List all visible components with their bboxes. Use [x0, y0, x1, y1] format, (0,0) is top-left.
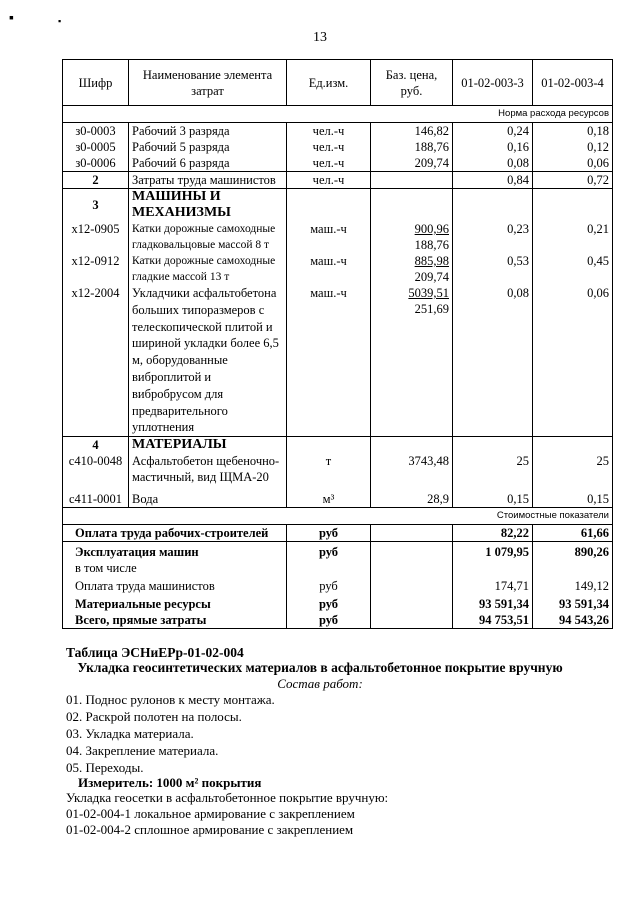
- work-item: 02. Раскрой полотен на полосы.: [66, 709, 242, 724]
- cost-unit: руб: [287, 612, 371, 629]
- cell-v1: 0,24: [453, 123, 533, 140]
- resource-table: [62, 59, 613, 629]
- cell-name: МАШИНЫ И МЕХАНИЗМЫ: [129, 189, 287, 222]
- cell-price: 900,96: [414, 222, 449, 236]
- cell-price: 209,74: [371, 155, 453, 172]
- cell-v2: 0,06: [533, 155, 613, 172]
- cell-code: с410-0048: [63, 453, 129, 485]
- cell-code: з0-0005: [63, 139, 129, 155]
- cell-price: 5039,51: [408, 286, 449, 300]
- scan-mark: ▪: [58, 16, 62, 26]
- cell-code: з0-0006: [63, 155, 129, 172]
- cost-unit: руб: [287, 594, 371, 612]
- cell-price-wage: 251,69: [414, 302, 449, 316]
- item-line: 01-02-004-1 локальное армирование с закреплением: [66, 806, 355, 821]
- cell-v1: 0,84: [453, 172, 533, 189]
- section-header-machines: [63, 189, 613, 222]
- cell-price: 885,98: [414, 254, 449, 268]
- cost-name: Эксплуатация машин: [63, 542, 287, 561]
- cost-v2: 890,26: [533, 542, 613, 561]
- cell-unit: маш.-ч: [287, 285, 371, 437]
- cell-v1: 0,53: [453, 253, 533, 285]
- cell-name: Рабочий 3 разряда: [129, 123, 287, 140]
- cost-v1: 82,22: [453, 525, 533, 542]
- cell-name: Катки дорожные самоходные гладкие массой 13 т: [129, 253, 287, 285]
- cell-unit: маш.-ч: [287, 253, 371, 285]
- table-row: [63, 123, 613, 140]
- cell-v2: 0,12: [533, 139, 613, 155]
- cost-row: [63, 525, 613, 542]
- cost-v2: 61,66: [533, 525, 613, 542]
- header-shifr: Шифр: [63, 60, 129, 106]
- cell-code: 3: [63, 189, 129, 222]
- cell-unit: м³: [287, 485, 371, 508]
- table-subtitle: Укладка геосинтетических материалов в асфальтобетонное покрытие вручную: [77, 660, 563, 675]
- page-number: 13: [313, 30, 327, 45]
- header-col1: 01-02-003-3: [453, 60, 533, 106]
- cell-price: 28,9: [371, 485, 453, 508]
- section-costs: Стоимостные показатели: [63, 508, 613, 525]
- cost-name: Оплата труда машинистов: [63, 576, 287, 594]
- section-header-materials: [63, 437, 613, 454]
- cell-name: Укладчики асфальтобетона больших типоразмеров с телескопической плитой и шириной укладки более 6,5 м, оборудованные виброплитой и вибробрусом для предварительного уплотнения: [129, 285, 287, 437]
- table-row: [63, 453, 613, 485]
- cost-row: [63, 612, 613, 629]
- header-price: Баз. цена, руб.: [371, 60, 453, 106]
- cell-price-wage: 188,76: [414, 238, 449, 252]
- cell-code: с411-0001: [63, 485, 129, 508]
- cell-v1: 25: [453, 453, 533, 485]
- cell-price: 188,76: [371, 139, 453, 155]
- cell-unit: чел.-ч: [287, 155, 371, 172]
- table-row: [63, 253, 613, 285]
- cell-v1: 0,15: [453, 485, 533, 508]
- cell-v2: 25: [533, 453, 613, 485]
- cost-v1: 94 753,51: [453, 612, 533, 629]
- cell-code: х12-2004: [63, 285, 129, 437]
- cost-row: [63, 560, 613, 576]
- scan-mark: ▪: [9, 11, 14, 26]
- table-row: [63, 221, 613, 253]
- cell-v1: 0,08: [453, 155, 533, 172]
- cell-unit: чел.-ч: [287, 139, 371, 155]
- cost-v1: 174,71: [453, 576, 533, 594]
- cost-row: [63, 594, 613, 612]
- cell-v2: 0,06: [533, 285, 613, 437]
- table-row: [63, 139, 613, 155]
- cell-name: Рабочий 5 разряда: [129, 139, 287, 155]
- cost-row: [63, 542, 613, 561]
- cell-unit: чел.-ч: [287, 123, 371, 140]
- cost-v2: 149,12: [533, 576, 613, 594]
- work-item: 03. Укладка материала.: [66, 726, 194, 741]
- section-norms: Норма расхода ресурсов: [63, 106, 613, 123]
- cost-v1: 1 079,95: [453, 542, 533, 561]
- cell-price: 146,82: [371, 123, 453, 140]
- cost-row: [63, 576, 613, 594]
- cell-code: х12-0912: [63, 253, 129, 285]
- cell-v1: 0,08: [453, 285, 533, 437]
- cost-unit: руб: [287, 576, 371, 594]
- cost-v2: 94 543,26: [533, 612, 613, 629]
- cell-code: 2: [63, 172, 129, 189]
- cell-v2: 0,21: [533, 221, 613, 253]
- cost-name: Всего, прямые затраты: [63, 612, 287, 629]
- header-name: Наименование элемента затрат: [129, 60, 287, 106]
- table-row: [63, 155, 613, 172]
- description: Укладка геосетки в асфальтобетонное покрытие вручную:: [66, 790, 389, 805]
- work-item: 04. Закрепление материала.: [66, 743, 219, 758]
- cell-v2: 0,15: [533, 485, 613, 508]
- cell-unit: чел.-ч: [287, 172, 371, 189]
- works-caption: Состав работ:: [277, 676, 363, 691]
- cost-name: Оплата труда рабочих-строителей: [63, 525, 287, 542]
- cost-v2: 93 591,34: [533, 594, 613, 612]
- cell-code: з0-0003: [63, 123, 129, 140]
- cell-v1: 0,16: [453, 139, 533, 155]
- meter: Измеритель: 1000 м² покрытия: [78, 775, 262, 790]
- cell-v2: 0,72: [533, 172, 613, 189]
- cell-price-wage: 209,74: [414, 270, 449, 284]
- cell-name: Асфальтобетон щебеночно-мастичный, вид ЩМА-20: [129, 453, 287, 485]
- work-item: 05. Переходы.: [66, 760, 144, 775]
- cost-unit: руб: [287, 525, 371, 542]
- table-row: [63, 285, 613, 437]
- cell-name: Рабочий 6 разряда: [129, 155, 287, 172]
- cost-name: Материальные ресурсы: [63, 594, 287, 612]
- item-line: 01-02-004-2 сплошное армирование с закреплением: [66, 822, 354, 837]
- cell-unit: маш.-ч: [287, 221, 371, 253]
- cost-name: в том числе: [63, 560, 287, 576]
- table-header: [63, 60, 613, 106]
- header-unit: Ед.изм.: [287, 60, 371, 106]
- table-title: Таблица ЭСНиЕРр-01-02-004: [66, 645, 244, 660]
- cell-v1: 0,23: [453, 221, 533, 253]
- cell-name: Затраты труда машинистов: [129, 172, 287, 189]
- table-row: [63, 172, 613, 189]
- header-col2: 01-02-003-4: [533, 60, 613, 106]
- cell-unit: т: [287, 453, 371, 485]
- table-row: [63, 485, 613, 508]
- work-item: 01. Поднос рулонов к месту монтажа.: [66, 692, 275, 707]
- cell-v2: 0,18: [533, 123, 613, 140]
- cell-name: Вода: [129, 485, 287, 508]
- cell-name: Катки дорожные самоходные гладковальцовые массой 8 т: [129, 221, 287, 253]
- cell-v2: 0,45: [533, 253, 613, 285]
- cell-price: 3743,48: [371, 453, 453, 485]
- cell-code: х12-0905: [63, 221, 129, 253]
- cell-name: МАТЕРИАЛЫ: [129, 437, 287, 454]
- cell-code: 4: [63, 437, 129, 454]
- cost-v1: 93 591,34: [453, 594, 533, 612]
- cost-unit: руб: [287, 542, 371, 561]
